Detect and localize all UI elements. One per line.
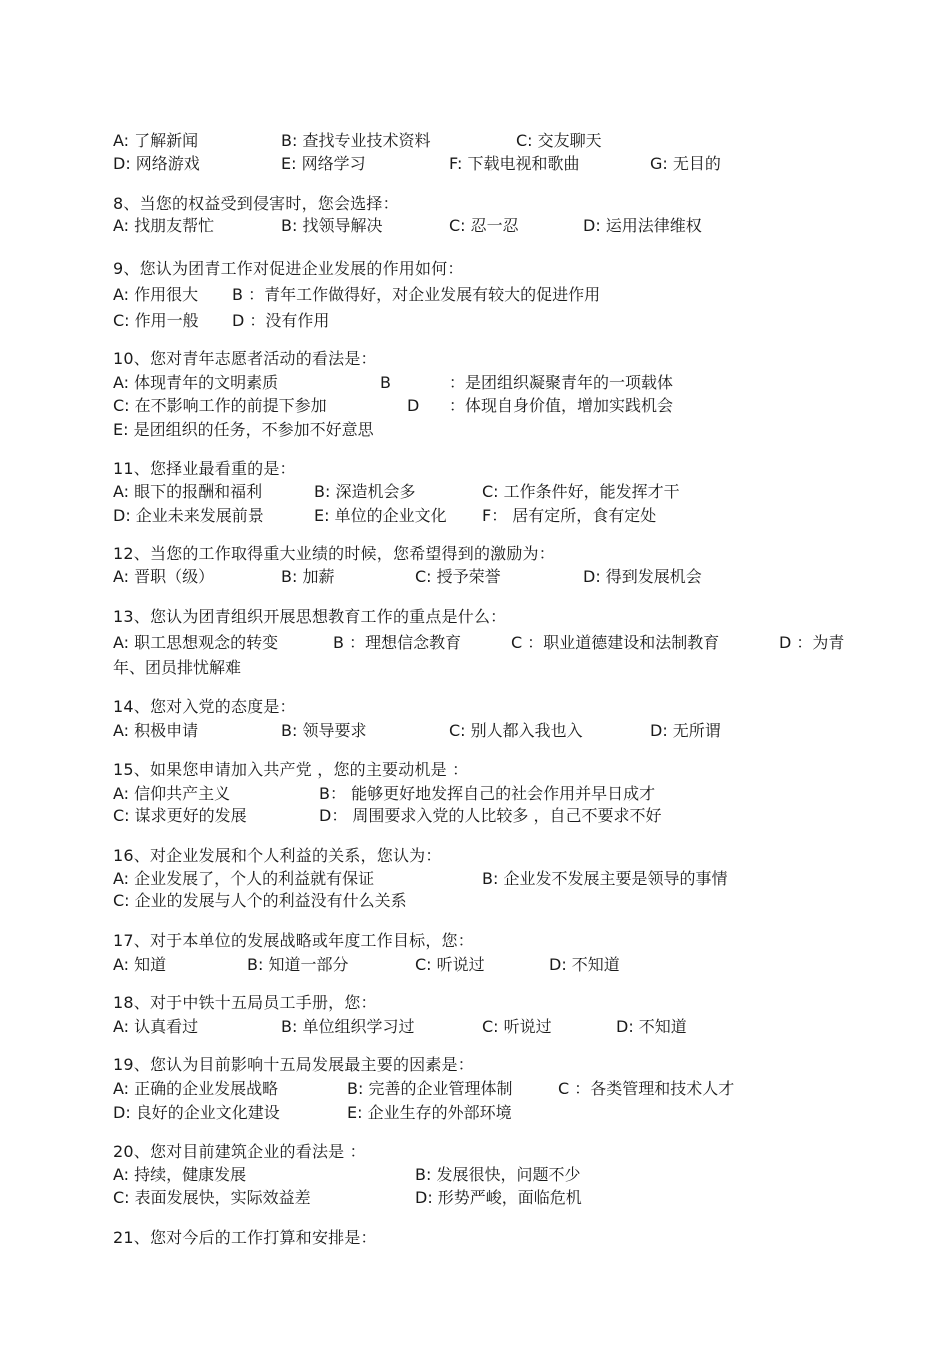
option-text: D: 网络游戏: [113, 154, 200, 173]
option-text: A: 职工思想观念的转变: [113, 633, 279, 652]
option-text: A: 知道: [113, 955, 167, 974]
option-text: D: 不知道: [616, 1017, 687, 1036]
option-text: A: 体现青年的文明素质: [113, 373, 279, 392]
option-text: C: 在不影响工作的前提下参加: [113, 396, 327, 415]
question-title: 17、对于本单位的发展战略或年度工作目标，您：: [113, 931, 474, 950]
option-text: D: 不知道: [549, 955, 620, 974]
option-text: E: 单位的企业文化: [314, 506, 447, 525]
question-title: 21、您对今后的工作打算和安排是：: [113, 1228, 377, 1247]
option-text: D: 无所谓: [650, 721, 721, 740]
option-text: B: 深造机会多: [314, 482, 416, 501]
option-text: B: 找领导解决: [281, 216, 383, 235]
option-text: D: [407, 396, 420, 415]
question-title: 20、您对目前建筑企业的看法是 ：: [113, 1142, 366, 1161]
question-title: 9、您认为团青工作对促进企业发展的作用如何：: [113, 259, 464, 278]
option-text: B: 加薪: [281, 567, 335, 586]
option-text: C: 别人都入我也入: [449, 721, 583, 740]
option-text: A: 找朋友帮忙: [113, 216, 215, 235]
option-text: D: 得到发展机会: [583, 567, 702, 586]
option-text: C: 忍一忍: [449, 216, 519, 235]
option-text: C: 听说过: [482, 1017, 552, 1036]
option-text: ：是团组织凝聚青年的一项载体: [449, 373, 674, 392]
option-text: E: 是团组织的任务，不参加不好意思: [113, 420, 374, 439]
option-text: F: 下载电视和歌曲: [449, 154, 580, 173]
question-title: 14、您对入党的态度是：: [113, 697, 296, 716]
option-text: C: 企业的发展与人个的利益没有什么关系: [113, 891, 407, 910]
option-text: F： 居有定所，食有定处: [482, 506, 657, 525]
option-text: C: 工作条件好，能发挥才干: [482, 482, 680, 501]
option-text: B: 领导要求: [281, 721, 367, 740]
option-text: B: 发展很快，问题不少: [415, 1165, 581, 1184]
question-title: 15、如果您申请加入共产党 ，您的主要动机是 ：: [113, 760, 469, 779]
option-text: A: 认真看过: [113, 1017, 199, 1036]
option-text: D: 运用法律维权: [583, 216, 702, 235]
option-text: B: 企业发不发展主要是领导的事情: [482, 869, 728, 888]
question-title: 16、对企业发展和个人利益的关系，您认为：: [113, 846, 442, 865]
option-text: B： 能够更好地发挥自己的社会作用并早日成才: [319, 784, 656, 803]
option-text: B: [380, 373, 391, 392]
question-title: 11、您择业最看重的是：: [113, 459, 296, 478]
option-text: D: 企业未来发展前景: [113, 506, 264, 525]
question-title: 18、对于中铁十五局员工手册，您：: [113, 993, 377, 1012]
option-text: E: 企业生存的外部环境: [347, 1103, 512, 1122]
option-text: B ：青年工作做得好，对企业发展有较大的促进作用: [232, 285, 601, 304]
question-title: 13、您认为团青组织开展思想教育工作的重点是什么：: [113, 607, 507, 626]
option-text: D: 良好的企业文化建设: [113, 1103, 280, 1122]
option-text: E: 网络学习: [281, 154, 366, 173]
option-text: C: 授予荣誉: [415, 567, 501, 586]
option-text: B: 知道一部分: [247, 955, 349, 974]
option-text: ：体现自身价值，增加实践机会: [449, 396, 674, 415]
option-text: A: 作用很大: [113, 285, 199, 304]
question-title: 12、当您的工作取得重大业绩的时候，您希望得到的激励为：: [113, 544, 555, 563]
question-title: 10、您对青年志愿者活动的看法是：: [113, 349, 377, 368]
option-text: B ：理想信念教育: [333, 633, 462, 652]
option-text: C: 听说过: [415, 955, 485, 974]
option-text: A: 眼下的报酬和福利: [113, 482, 263, 501]
option-text: C: 作用一般: [113, 311, 199, 330]
option-text: B: 单位组织学习过: [281, 1017, 415, 1036]
option-text: C: 交友聊天: [516, 131, 602, 150]
option-text: 年、团员排忧解难: [113, 658, 242, 677]
option-text: C ：职业道德建设和法制教育: [511, 633, 720, 652]
option-text: A: 正确的企业发展战略: [113, 1079, 279, 1098]
option-text: C: 表面发展快，实际效益差: [113, 1188, 311, 1207]
question-title: 8、当您的权益受到侵害时，您会选择：: [113, 194, 399, 213]
option-text: A: 了解新闻: [113, 131, 199, 150]
option-text: D ：没有作用: [232, 311, 330, 330]
option-text: D： 周围要求入党的人比较多 ，自己不要求不好: [319, 806, 662, 825]
option-text: A: 持续，健康发展: [113, 1165, 247, 1184]
option-text: A: 企业发展了，个人的利益就有保证: [113, 869, 375, 888]
option-text: B: 完善的企业管理体制: [347, 1079, 513, 1098]
option-text: C: 谋求更好的发展: [113, 806, 247, 825]
question-title: 19、您认为目前影响十五局发展最主要的因素是：: [113, 1055, 474, 1074]
option-text: D ：为青: [779, 633, 845, 652]
option-text: B: 查找专业技术资料: [281, 131, 431, 150]
option-text: G: 无目的: [650, 154, 721, 173]
option-text: D: 形势严峻，面临危机: [415, 1188, 582, 1207]
option-text: A: 积极申请: [113, 721, 199, 740]
option-text: A: 晋职（级）: [113, 567, 215, 586]
option-text: C ：各类管理和技术人才: [558, 1079, 735, 1098]
option-text: A: 信仰共产主义: [113, 784, 231, 803]
